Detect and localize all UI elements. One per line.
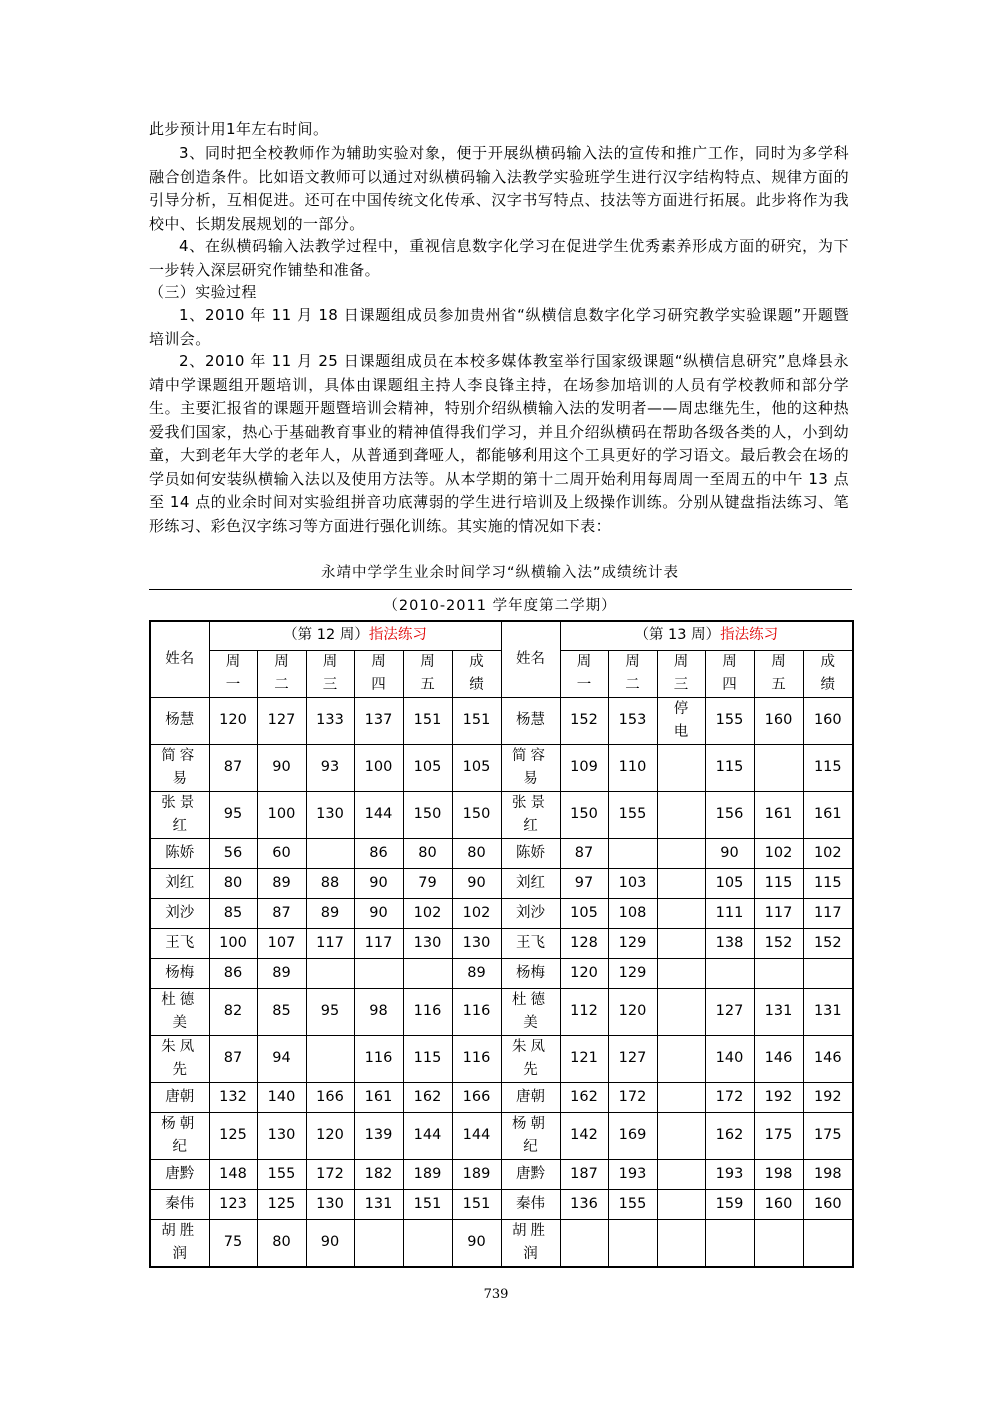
score-cell: 131 bbox=[354, 1189, 403, 1219]
score-cell: 105 bbox=[705, 868, 754, 898]
score-cell: 105 bbox=[560, 898, 608, 928]
score-cell: 87 bbox=[209, 1035, 257, 1082]
table-row bbox=[150, 988, 853, 1035]
score-cell: 150 bbox=[403, 791, 452, 838]
score-cell: 172 bbox=[705, 1082, 754, 1112]
day-header: 成 绩 bbox=[803, 650, 853, 697]
week-12-label: （第 12 周） bbox=[283, 627, 369, 644]
score-cell bbox=[657, 1112, 705, 1159]
score-cell: 85 bbox=[257, 988, 306, 1035]
table-row bbox=[150, 1219, 853, 1267]
score-cell: 151 bbox=[403, 1189, 452, 1219]
table-row bbox=[150, 1035, 853, 1082]
paragraph-5: 2、2010 年 11 月 25 日课题组成员在本校多媒体教室举行国家级课题“纵横信息研究”息烽县永靖中学课题组开题培训，具体由课题组主持人李良锋主持，在场参加培训的人员有学校教师和部分学生。主要汇报省的课题开题暨培训会精神，特别介绍纵横输入法的发明者——周忠继先生，他的这种热爱我们国家，热心于基础教育事业的精神值得我们学习，并且介绍纵横码在帮助各级各类的人，小到幼童，大到老年大学的老年人，从普通到聋哑人，都能够利用这个工具更好的学习语文。最后教会在场的学员如何安装纵横输入法以及使用方法等。从本学期的第十二周开始利用每周周一至周五的中午 13 点至 14 点的业余时间对实验组拼音功底薄弱的学生进行培训及上级操作训练。分别从键盘指法练习、笔形练习、彩色汉字练习等方面进行强化训练。其实施的情况如下表： bbox=[149, 352, 849, 535]
score-cell: 87 bbox=[257, 898, 306, 928]
score-cell: 161 bbox=[803, 791, 853, 838]
score-cell bbox=[403, 1219, 452, 1267]
score-cell: 89 bbox=[257, 958, 306, 988]
table-row bbox=[150, 791, 853, 838]
score-cell: 151 bbox=[403, 697, 452, 744]
score-cell: 102 bbox=[452, 898, 501, 928]
day-header: 周 五 bbox=[403, 650, 452, 697]
student-name-cell: 王飞 bbox=[150, 928, 209, 958]
score-cell: 129 bbox=[608, 958, 657, 988]
score-cell: 146 bbox=[754, 1035, 803, 1082]
table-row bbox=[150, 1189, 853, 1219]
student-name-cell: 杨梅 bbox=[150, 958, 209, 988]
score-cell bbox=[306, 958, 354, 988]
score-cell: 110 bbox=[608, 744, 657, 791]
score-cell: 160 bbox=[803, 697, 853, 744]
score-cell: 79 bbox=[403, 868, 452, 898]
score-cell: 129 bbox=[608, 928, 657, 958]
score-cell: 144 bbox=[403, 1112, 452, 1159]
score-cell: 86 bbox=[209, 958, 257, 988]
score-cell: 80 bbox=[209, 868, 257, 898]
score-cell: 138 bbox=[705, 928, 754, 958]
score-cell bbox=[657, 1035, 705, 1082]
day-header: 周 二 bbox=[257, 650, 306, 697]
name-header-right: 姓名 bbox=[501, 621, 560, 697]
score-cell: 100 bbox=[354, 744, 403, 791]
score-cell bbox=[608, 838, 657, 868]
student-name-cell: 简容 易 bbox=[150, 744, 209, 791]
score-cell: 159 bbox=[705, 1189, 754, 1219]
student-name-cell: 王飞 bbox=[501, 928, 560, 958]
score-cell bbox=[705, 958, 754, 988]
student-name-cell: 陈娇 bbox=[150, 838, 209, 868]
paragraph-1: 此步预计用1年左右时间。 bbox=[149, 120, 329, 138]
table-row bbox=[150, 958, 853, 988]
student-name-cell: 简容 易 bbox=[501, 744, 560, 791]
score-cell: 120 bbox=[560, 958, 608, 988]
score-cell: 160 bbox=[803, 1189, 853, 1219]
score-cell: 192 bbox=[754, 1082, 803, 1112]
student-name-cell: 杨朝 纪 bbox=[150, 1112, 209, 1159]
paragraph-2: 3、同时把全校教师作为辅助实验对象，便于开展纵横码输入法的宣传和推广工作，同时为多学科融合创造条件。比如语文教师可以通过对纵横码输入法教学实验班学生进行汉字结构特点、规律方面的引导分析，互相促进。还可在中国传统文化传承、汉字书写特点、技法等方面进行拓展。此步将作为我校中、长期发展规划的一部分。 bbox=[149, 144, 849, 233]
score-cell: 95 bbox=[209, 791, 257, 838]
student-name-cell: 朱凤 先 bbox=[150, 1035, 209, 1082]
score-cell: 182 bbox=[354, 1159, 403, 1189]
student-name-cell: 陈娇 bbox=[501, 838, 560, 868]
day-header: 周 三 bbox=[657, 650, 705, 697]
score-cell: 98 bbox=[354, 988, 403, 1035]
student-name-cell: 秦伟 bbox=[150, 1189, 209, 1219]
day-header: 周 二 bbox=[608, 650, 657, 697]
student-name-cell: 杜德 美 bbox=[501, 988, 560, 1035]
score-cell: 90 bbox=[354, 868, 403, 898]
score-cell: 151 bbox=[452, 697, 501, 744]
score-cell: 89 bbox=[257, 868, 306, 898]
score-cell: 121 bbox=[560, 1035, 608, 1082]
score-cell: 156 bbox=[705, 791, 754, 838]
score-cell: 86 bbox=[354, 838, 403, 868]
score-cell bbox=[803, 958, 853, 988]
score-cell: 125 bbox=[257, 1189, 306, 1219]
student-name-cell: 胡胜 润 bbox=[150, 1219, 209, 1267]
score-cell: 90 bbox=[705, 838, 754, 868]
day-header: 成 绩 bbox=[452, 650, 501, 697]
title-rule bbox=[149, 589, 852, 590]
score-cell: 162 bbox=[705, 1112, 754, 1159]
score-cell: 89 bbox=[306, 898, 354, 928]
score-cell: 109 bbox=[560, 744, 608, 791]
table-row bbox=[150, 928, 853, 958]
student-name-cell: 杨梅 bbox=[501, 958, 560, 988]
score-cell: 94 bbox=[257, 1035, 306, 1082]
student-name-cell: 刘红 bbox=[501, 868, 560, 898]
student-name-cell: 朱凤 先 bbox=[501, 1035, 560, 1082]
week-13-header bbox=[560, 621, 853, 650]
score-cell: 127 bbox=[705, 988, 754, 1035]
score-cell: 148 bbox=[209, 1159, 257, 1189]
practice-label-left: 指法练习 bbox=[368, 627, 427, 644]
score-cell: 87 bbox=[209, 744, 257, 791]
score-cell: 108 bbox=[608, 898, 657, 928]
score-cell bbox=[657, 898, 705, 928]
table-subtitle: （2010-2011 学年度第二学期） bbox=[383, 598, 617, 614]
score-cell: 169 bbox=[608, 1112, 657, 1159]
score-cell: 125 bbox=[209, 1112, 257, 1159]
page-number: 739 bbox=[483, 1287, 509, 1302]
score-cell: 80 bbox=[403, 838, 452, 868]
score-cell: 161 bbox=[754, 791, 803, 838]
score-cell: 90 bbox=[257, 744, 306, 791]
score-cell: 80 bbox=[257, 1219, 306, 1267]
score-cell: 117 bbox=[354, 928, 403, 958]
score-cell: 130 bbox=[306, 1189, 354, 1219]
score-cell: 192 bbox=[803, 1082, 853, 1112]
score-cell bbox=[657, 1189, 705, 1219]
score-cell: 127 bbox=[257, 697, 306, 744]
score-cell: 133 bbox=[306, 697, 354, 744]
table-row bbox=[150, 1082, 853, 1112]
score-cell bbox=[657, 791, 705, 838]
score-cell: 136 bbox=[560, 1189, 608, 1219]
score-cell: 130 bbox=[403, 928, 452, 958]
score-cell: 152 bbox=[754, 928, 803, 958]
score-cell: 131 bbox=[803, 988, 853, 1035]
table-row bbox=[150, 1112, 853, 1159]
score-cell bbox=[754, 1219, 803, 1267]
student-name-cell: 唐朝 bbox=[150, 1082, 209, 1112]
table-row bbox=[150, 898, 853, 928]
score-cell bbox=[657, 1082, 705, 1112]
score-cell: 111 bbox=[705, 898, 754, 928]
score-cell bbox=[705, 1219, 754, 1267]
score-cell: 120 bbox=[306, 1112, 354, 1159]
score-cell: 187 bbox=[560, 1159, 608, 1189]
score-cell: 166 bbox=[306, 1082, 354, 1112]
score-cell: 152 bbox=[803, 928, 853, 958]
score-cell: 128 bbox=[560, 928, 608, 958]
score-cell: 115 bbox=[705, 744, 754, 791]
table-title: 永靖中学学生业余时间学习“纵横输入法”成绩统计表 bbox=[320, 565, 680, 581]
score-cell: 112 bbox=[560, 988, 608, 1035]
student-name-cell: 刘沙 bbox=[501, 898, 560, 928]
score-cell: 155 bbox=[705, 697, 754, 744]
score-cell bbox=[657, 1159, 705, 1189]
score-cell bbox=[803, 1219, 853, 1267]
score-cell bbox=[403, 958, 452, 988]
score-cell: 139 bbox=[354, 1112, 403, 1159]
score-cell: 140 bbox=[705, 1035, 754, 1082]
name-header-left: 姓名 bbox=[150, 621, 209, 697]
day-header: 周 四 bbox=[705, 650, 754, 697]
score-cell: 80 bbox=[452, 838, 501, 868]
score-cell: 189 bbox=[452, 1159, 501, 1189]
score-cell: 90 bbox=[354, 898, 403, 928]
score-cell: 130 bbox=[257, 1112, 306, 1159]
score-cell: 132 bbox=[209, 1082, 257, 1112]
student-name-cell: 唐黔 bbox=[501, 1159, 560, 1189]
score-cell: 100 bbox=[209, 928, 257, 958]
table-row bbox=[150, 1159, 853, 1189]
score-cell: 127 bbox=[608, 1035, 657, 1082]
score-cell: 115 bbox=[803, 744, 853, 791]
score-cell: 60 bbox=[257, 838, 306, 868]
score-cell: 193 bbox=[705, 1159, 754, 1189]
student-name-cell: 刘沙 bbox=[150, 898, 209, 928]
score-cell: 144 bbox=[452, 1112, 501, 1159]
student-name-cell: 唐黔 bbox=[150, 1159, 209, 1189]
score-cell: 117 bbox=[754, 898, 803, 928]
day-header: 周 三 bbox=[306, 650, 354, 697]
score-cell: 175 bbox=[803, 1112, 853, 1159]
score-cell: 198 bbox=[754, 1159, 803, 1189]
score-cell: 87 bbox=[560, 838, 608, 868]
score-cell: 160 bbox=[754, 697, 803, 744]
paragraph-3: 4、在纵横码输入法教学过程中，重视信息数字化学习在促进学生优秀素养形成方面的研究，为下一步转入深层研究作铺垫和准备。 bbox=[149, 237, 849, 279]
score-cell: 144 bbox=[354, 791, 403, 838]
student-name-cell: 杨慧 bbox=[501, 697, 560, 744]
score-cell bbox=[657, 958, 705, 988]
score-cell: 116 bbox=[452, 988, 501, 1035]
score-cell: 130 bbox=[452, 928, 501, 958]
score-cell: 停 电 bbox=[657, 697, 705, 744]
score-cell: 75 bbox=[209, 1219, 257, 1267]
score-cell bbox=[608, 1219, 657, 1267]
score-cell: 155 bbox=[608, 1189, 657, 1219]
student-name-cell: 杨慧 bbox=[150, 697, 209, 744]
score-cell: 166 bbox=[452, 1082, 501, 1112]
score-cell: 162 bbox=[403, 1082, 452, 1112]
score-cell: 115 bbox=[803, 868, 853, 898]
score-cell bbox=[306, 838, 354, 868]
score-cell: 137 bbox=[354, 697, 403, 744]
table-row bbox=[150, 838, 853, 868]
student-name-cell: 胡胜 润 bbox=[501, 1219, 560, 1267]
score-cell: 115 bbox=[754, 868, 803, 898]
score-cell: 116 bbox=[403, 988, 452, 1035]
score-cell: 131 bbox=[754, 988, 803, 1035]
score-cell: 102 bbox=[403, 898, 452, 928]
score-cell: 151 bbox=[452, 1189, 501, 1219]
score-cell: 56 bbox=[209, 838, 257, 868]
score-cell: 105 bbox=[403, 744, 452, 791]
score-cell: 150 bbox=[452, 791, 501, 838]
score-cell bbox=[354, 958, 403, 988]
score-cell: 153 bbox=[608, 697, 657, 744]
score-cell: 115 bbox=[403, 1035, 452, 1082]
score-cell: 130 bbox=[306, 791, 354, 838]
student-name-cell: 杜德 美 bbox=[150, 988, 209, 1035]
score-cell: 161 bbox=[354, 1082, 403, 1112]
score-cell bbox=[754, 744, 803, 791]
score-cell bbox=[560, 1219, 608, 1267]
score-cell bbox=[657, 988, 705, 1035]
score-cell: 116 bbox=[452, 1035, 501, 1082]
score-cell bbox=[354, 1219, 403, 1267]
student-name-cell: 杨朝 纪 bbox=[501, 1112, 560, 1159]
score-cell bbox=[657, 928, 705, 958]
student-name-cell: 秦伟 bbox=[501, 1189, 560, 1219]
score-cell: 107 bbox=[257, 928, 306, 958]
student-name-cell: 张景 红 bbox=[501, 791, 560, 838]
student-name-cell: 刘红 bbox=[150, 868, 209, 898]
student-name-cell: 张景 红 bbox=[150, 791, 209, 838]
score-cell: 88 bbox=[306, 868, 354, 898]
score-cell: 120 bbox=[608, 988, 657, 1035]
score-cell: 193 bbox=[608, 1159, 657, 1189]
week-12-header bbox=[209, 621, 501, 650]
score-cell: 120 bbox=[209, 697, 257, 744]
score-cell: 123 bbox=[209, 1189, 257, 1219]
score-cell: 172 bbox=[608, 1082, 657, 1112]
score-cell bbox=[657, 1219, 705, 1267]
score-cell: 82 bbox=[209, 988, 257, 1035]
practice-label-right: 指法练习 bbox=[720, 627, 779, 644]
score-table bbox=[149, 620, 854, 1268]
table-row bbox=[150, 697, 853, 744]
score-cell: 95 bbox=[306, 988, 354, 1035]
week-13-label: （第 13 周） bbox=[634, 627, 721, 644]
table-row bbox=[150, 868, 853, 898]
score-cell: 100 bbox=[257, 791, 306, 838]
score-cell: 93 bbox=[306, 744, 354, 791]
score-cell bbox=[754, 958, 803, 988]
score-cell: 97 bbox=[560, 868, 608, 898]
score-cell bbox=[657, 838, 705, 868]
score-cell: 160 bbox=[754, 1189, 803, 1219]
score-cell: 102 bbox=[803, 838, 853, 868]
score-cell: 85 bbox=[209, 898, 257, 928]
score-cell: 175 bbox=[754, 1112, 803, 1159]
score-cell bbox=[306, 1035, 354, 1082]
score-cell: 146 bbox=[803, 1035, 853, 1082]
score-cell: 142 bbox=[560, 1112, 608, 1159]
score-cell: 117 bbox=[306, 928, 354, 958]
score-cell bbox=[657, 868, 705, 898]
day-header: 周 五 bbox=[754, 650, 803, 697]
score-cell: 162 bbox=[560, 1082, 608, 1112]
score-cell: 155 bbox=[257, 1159, 306, 1189]
day-header: 周 一 bbox=[209, 650, 257, 697]
score-cell: 90 bbox=[452, 868, 501, 898]
score-cell: 172 bbox=[306, 1159, 354, 1189]
score-cell: 105 bbox=[452, 744, 501, 791]
score-cell: 90 bbox=[452, 1219, 501, 1267]
score-cell: 102 bbox=[754, 838, 803, 868]
score-cell: 117 bbox=[803, 898, 853, 928]
score-cell: 103 bbox=[608, 868, 657, 898]
score-cell: 89 bbox=[452, 958, 501, 988]
score-cell: 116 bbox=[354, 1035, 403, 1082]
student-name-cell: 唐朝 bbox=[501, 1082, 560, 1112]
score-cell: 189 bbox=[403, 1159, 452, 1189]
paragraph-4: 1、2010 年 11 月 18 日课题组成员参加贵州省“纵横信息数字化学习研究教学实验课题”开题暨培训会。 bbox=[149, 306, 849, 348]
day-header: 周 四 bbox=[354, 650, 403, 697]
score-cell: 150 bbox=[560, 791, 608, 838]
score-cell: 152 bbox=[560, 697, 608, 744]
table-row bbox=[150, 744, 853, 791]
section-heading: （三）实验过程 bbox=[149, 283, 257, 301]
score-cell: 155 bbox=[608, 791, 657, 838]
score-cell: 90 bbox=[306, 1219, 354, 1267]
day-header: 周 一 bbox=[560, 650, 608, 697]
score-cell: 198 bbox=[803, 1159, 853, 1189]
score-cell bbox=[657, 744, 705, 791]
score-cell: 140 bbox=[257, 1082, 306, 1112]
